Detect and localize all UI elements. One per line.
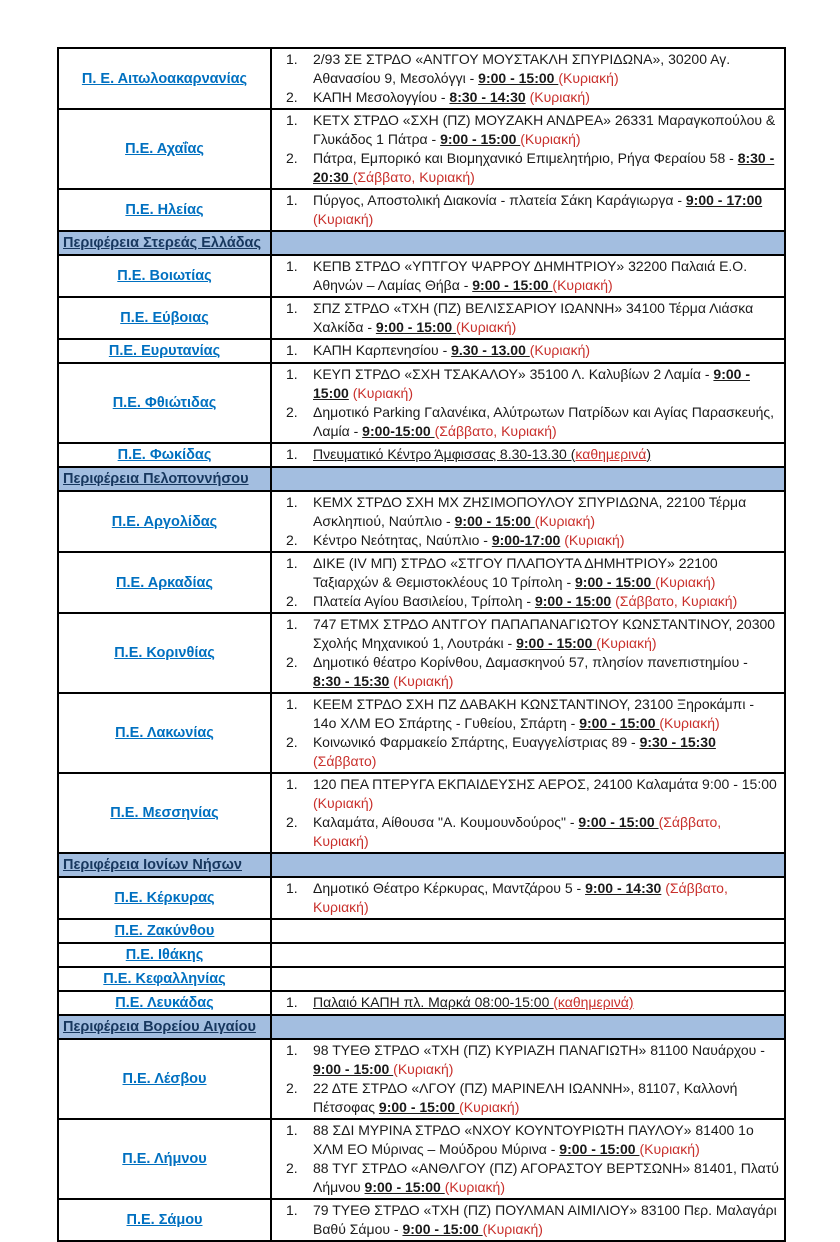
section-header-cell [58,231,271,255]
region-label: Π.Ε. Αρκαδίας [116,574,213,591]
section-header-label: Περιφέρεια Ιονίων Νήσων [63,857,242,873]
table-row [58,967,785,991]
text-segment-time: 9:00 - 15:00 [559,1141,640,1157]
text-segment-plain: 79 ΤΥΕΘ ΣΤΡΔΟ «ΤΧΗ (ΠΖ) ΠΟΥΛΜΑΝ ΑΙΜΙΛΙΟΥ» 83100 Περ. Μαλαγάρι Βαθύ Σάμου - [313,1202,777,1237]
text-segment-red: (Κυριακή) [552,277,613,293]
text-segment-red: (Κυριακή) [529,342,591,358]
location-list [272,1121,779,1197]
text-segment-red: (Σάββατο, Κυριακή) [313,814,722,849]
text-segment-red: (Σάββατο, Κυριακή) [434,423,557,439]
text-segment-red_underline: (καθημερινά) [553,994,634,1010]
region-label: Π.Ε. Λέσβου [122,1071,207,1087]
text-segment-plain: Καλαμάτα, Αίθουσα "Α. Κουμουνδούρος" - [313,814,579,830]
region-cell [58,339,271,363]
table-row [58,877,785,919]
text-segment-plain: ΣΠΖ ΣΤΡΔΟ «ΤΧΗ (ΠΖ) ΒΕΛΙΣΣΑΡΙΟΥ ΙΩΑΝΝΗ» 34100 Τέρμα Λιάσκα Χαλκίδα - [313,300,754,335]
text-segment-time: 9:00 - 15:00 [472,277,553,293]
text-segment-red: (Κυριακή) [558,70,619,86]
section-header-row [58,853,785,877]
location-item [272,1041,779,1079]
text-segment-time: 8:30 - 14:30 [449,89,526,105]
locations-cell [271,491,785,552]
locations-cell [271,297,785,339]
region-cell [58,491,271,552]
text-segment-time: 8:30 - 20:30 [313,150,775,185]
region-cell [58,1199,271,1241]
text-segment-red: (Κυριακή) [459,1099,520,1115]
text-segment-time: 9:00 - 15:00 [579,715,660,731]
table-row [58,363,785,443]
location-item [272,493,779,531]
section-header-label: Περιφέρεια Βορείου Αιγαίου [63,1019,256,1035]
locations-cell [271,48,785,109]
text-segment-red: (Κυριακή) [560,532,625,548]
region-cell [58,877,271,919]
location-item [272,149,779,187]
section-header-cell [58,853,271,877]
location-item [272,1159,779,1197]
text-segment-plain: 98 ΤΥΕΘ ΣΤΡΔΟ «ΤΧΗ (ΠΖ) ΚΥΡΙΑΖΗ ΠΑΝΑΓΙΩΤΗ» 81100 Ναυάρχου - [313,1042,765,1058]
location-item [272,1121,779,1159]
text-segment-time: 9.30 - 13.00 [451,342,530,358]
location-list [272,341,779,360]
section-header-row [58,231,785,255]
text-segment-time: 8:30 - 15:30 [313,673,390,689]
text-segment-time: 9:00 - 15:00 [440,131,521,147]
region-label: Π.Ε. Ευρυτανίας [108,343,221,359]
text-segment-red: (Κυριακή) [482,1221,543,1237]
region-cell [58,363,271,443]
table-row [58,613,785,693]
location-item [272,592,779,611]
text-segment-plain: Κέντρο Νεότητας, Ναύπλιο - [313,532,492,548]
section-header-empty-cell [271,853,785,877]
text-segment-red: (Κυριακή) [659,715,720,731]
region-label: Π.Ε. Αχαΐας [125,141,204,157]
text-segment-red: (Σάββατο, Κυριακή) [313,880,728,915]
location-item [272,403,779,441]
text-segment-time: 9:00 - 15:00 [313,366,750,401]
location-item [272,111,779,149]
region-label: Π.Ε. Κεφαλληνίας [103,971,226,987]
section-header-empty-cell [271,1015,785,1039]
text-segment-time: 9:00 - 15:00 [516,635,597,651]
location-item [272,1201,779,1239]
text-segment-red: (Κυριακή) [456,319,517,335]
locations-cell [271,339,785,363]
table-row [58,339,785,363]
text-segment-red: (Κυριακή) [313,211,374,227]
locations-cell [271,693,785,773]
text-segment-plain: 120 ΠΕΑ ΠΤΕΡΥΓΑ ΕΚΠΑΙΔΕΥΣΗΣ ΑΕΡΟΣ, 24100 Καλαμάτα 9:00 - 15:00 [313,776,777,792]
location-list [272,695,779,771]
region-label: Π.Ε. Ηλείας [125,202,204,218]
region-label: Π.Ε. Ζακύνθου [114,923,215,939]
region-label: Π. Ε. Αιτωλοακαρνανίας [81,70,248,87]
locations-cell [271,919,785,943]
table-row [58,1199,785,1241]
table-row [58,189,785,231]
table-row [58,48,785,109]
region-cell [58,919,271,943]
text-segment-time: 9:00 - 15:00 [575,574,656,590]
text-segment-red: (Κυριακή) [520,131,581,147]
section-header-cell [58,1015,271,1039]
region-cell [58,48,271,109]
location-item [272,299,779,337]
text-segment-time: 9:00 - 15:00 [478,70,559,86]
text-segment-time: 9:00 - 15:00 [578,814,659,830]
region-label: Π.Ε. Λακωνίας [115,725,214,741]
location-item [272,445,779,464]
locations-cell [271,109,785,189]
text-segment-plain: Δημοτικό Θέατρο Κέρκυρας, Μαντζάρου 5 - [313,880,586,896]
region-cell [58,1039,271,1119]
locations-cell [271,189,785,231]
text-segment-red: (Κυριακή) [534,513,596,529]
section-header-label: Περιφέρεια Πελοποννήσου [63,471,249,487]
table-row [58,297,785,339]
text-segment-plain: ΚΑΠΗ Καρπενησίου - [313,342,452,358]
text-segment-plain: Πλατεία Αγίου Βασιλείου, Τρίπολη - [313,593,535,609]
text-segment-plain: ΚΕΜΧ ΣΤΡΔΟ ΣΧΗ ΜΧ ΖΗΣΙΜΟΠΟΥΛΟΥ ΣΠΥΡΙΔΩΝΑ, 22100 Τέρμα Ασκληπιού, Ναύπλιο - [313,494,747,529]
region-label: Π.Ε. Αργολίδας [111,513,218,530]
table-row [58,443,785,467]
table-row [58,255,785,297]
text-segment-plain: ΚΑΠΗ Μεσολογγίου - [313,89,450,105]
location-list [272,993,779,1012]
table-row [58,491,785,552]
location-item [272,191,779,229]
location-list [272,365,779,441]
location-list [272,191,779,229]
text-segment-plain: Δημοτικό Parking Γαλανέικα, Αλύτρωτων Πατρίδων και Αγίας Παρασκευής, Λαμία - [313,404,775,439]
section-header-empty-cell [271,467,785,491]
location-item [272,775,779,813]
table-row [58,773,785,853]
location-item [272,733,779,771]
locations-cell [271,363,785,443]
text-segment-plain: Πάτρα, Εμπορικό και Βιομηχανικό Επιμελητήριο, Ρήγα Φεραίου 58 - [313,150,738,166]
location-item [272,341,779,360]
text-segment-time: 9:00 - 17:00 [685,192,763,208]
region-label: Π.Ε. Λευκάδας [115,995,214,1011]
text-segment-underline: ) [646,446,652,462]
text-segment-plain: 22 ΔΤΕ ΣΤΡΔΟ «ΛΓΟΥ (ΠΖ) ΜΑΡΙΝΕΛΗ ΙΩΑΝΝΗ», 81107, Καλλονή Πέτσοφας [313,1080,738,1115]
location-item [272,531,779,550]
location-item [272,257,779,295]
text-segment-time: 9:00-15:00 [362,423,435,439]
locations-cell [271,1199,785,1241]
location-item [272,653,779,691]
region-cell [58,773,271,853]
text-segment-time: 9:00 - 14:30 [585,880,662,896]
text-segment-time: 9:00 - 15:00 [402,1221,483,1237]
location-list [272,1201,779,1239]
text-segment-time: 9:00 - 15:00 [534,593,612,609]
text-segment-red: (Κυριακή) [655,574,716,590]
section-header-row [58,1015,785,1039]
text-segment-time: 9:00 - 15:00 [378,1099,460,1115]
table-row [58,991,785,1015]
region-label: Π.Ε. Φθιώτιδας [112,395,217,411]
text-segment-plain: 88 ΣΔΙ ΜΥΡΙΝΑ ΣΤΡΔΟ «ΝΧΟΥ ΚΟΥΝΤΟΥΡΙΩΤΗ ΠΑΥΛΟΥ» 81400 1ο ΧΛΜ ΕΟ Μύρινας – Μούδρου Μύρινα - [313,1122,754,1157]
locations-cell [271,877,785,919]
text-segment-red: (Σάββατο, Κυριακή) [611,593,738,609]
section-header-empty-cell [271,231,785,255]
table-row [58,1039,785,1119]
text-segment-underline: Πνευματικό Κέντρο Άμφισσας 8.30-13.30 ( [313,446,576,462]
text-segment-red: (Σάββατο) [313,753,377,769]
text-segment-plain: Δημοτικό θέατρο Κορίνθου, Δαμασκηνού 57, πλησίον πανεπιστημίου - [313,654,748,670]
locations-cell [271,773,785,853]
text-segment-red: (Κυριακή) [525,89,590,105]
table-row [58,943,785,967]
text-segment-plain: Κοινωνικό Φαρμακείο Σπάρτης, Ευαγγελίστριας 89 - [313,734,640,750]
text-segment-plain: 2/93 ΣΕ ΣΤΡΔΟ «ΑΝΤΓΟΥ ΜΟΥΣΤΑΚΛΗ ΣΠΥΡΙΔΩΝΑ», 30200 Αγ. Αθανασίου 9, Μεσολόγγι - [313,51,731,86]
text-segment-plain: ΚΕΕΜ ΣΤΡΔΟ ΣΧΗ ΠΖ ΔΑΒΑΚΗ ΚΩΝΣΤΑΝΤΙΝΟΥ, 23100 Ξηροκάμπι - 14ο ΧΛΜ ΕΟ Σπάρτης - Γυθείου, Σπάρτη - [313,696,754,731]
region-label: Π.Ε. Φωκίδας [117,447,212,463]
text-segment-red: (Κυριακή) [348,385,413,401]
location-list [272,554,779,611]
location-item [272,1079,779,1117]
region-cell [58,991,271,1015]
text-segment-red: (Κυριακή) [596,635,657,651]
location-list [272,50,779,107]
locations-cell [271,613,785,693]
location-item [272,813,779,851]
region-label: Π.Ε. Λήμνου [122,1151,207,1167]
text-segment-plain: ΚΕΠΒ ΣΤΡΔΟ «ΥΠΤΓΟΥ ΨΑΡΡΟΥ ΔΗΜΗΤΡΙΟΥ» 32200 Παλαιά Ε.Ο. Αθηνών – Λαμίας Θήβα - [313,258,748,293]
location-list [272,1041,779,1117]
region-label: Π.Ε. Μεσσηνίας [110,805,219,821]
region-label: Π.Ε. Εύβοιας [120,310,209,326]
region-cell [58,552,271,613]
table-row [58,1119,785,1199]
region-label: Π.Ε. Βοιωτίας [117,268,212,284]
locations-cell [271,255,785,297]
region-cell [58,297,271,339]
text-segment-plain: ΚΕΤΧ ΣΤΡΔΟ «ΣΧΗ (ΠΖ) ΜΟΥΖΑΚΗ ΑΝΔΡΕΑ» 26331 Μαραγκοπούλου & Γλυκάδος 1 Πάτρα - [313,112,776,147]
locations-cell [271,1039,785,1119]
locations-cell [271,443,785,467]
locations-cell [271,1119,785,1199]
section-header-row [58,467,785,491]
text-segment-red: (Κυριακή) [389,673,454,689]
text-segment-time: 9:00 - 15:00 [454,513,535,529]
location-item [272,993,779,1012]
location-list [272,445,779,464]
locations-cell [271,967,785,991]
region-cell [58,693,271,773]
location-item [272,879,779,917]
location-list [272,615,779,691]
text-segment-plain: 747 ΕΤΜΧ ΣΤΡΔΟ ΑΝΤΓΟΥ ΠΑΠΑΠΑΝΑΓΙΩΤΟΥ ΚΩΝΣΤΑΝΤΙΝΟΥ, 20300 Σχολής Μηχανικού 1, Λουτράκι - [313,616,776,651]
table-row [58,552,785,613]
location-list [272,775,779,851]
location-item [272,365,779,403]
text-segment-red: (Κυριακή) [313,795,374,811]
text-segment-plain: 88 ΤΥΓ ΣΤΡΔΟ «ΑΝΘΛΓΟΥ (ΠΖ) ΑΓΟΡΑΣΤΟΥ ΒΕΡΤΣΩΝΗ» 81401, Πλατύ Λήμνου [313,1160,779,1195]
table-row [58,693,785,773]
region-cell [58,943,271,967]
text-segment-time: 9:00 - 15:00 [364,1179,445,1195]
region-cell [58,189,271,231]
location-item [272,88,779,107]
region-cell [58,967,271,991]
region-cell [58,255,271,297]
regional-schedule-table [57,47,786,1242]
location-list [272,879,779,917]
locations-cell [271,991,785,1015]
location-item [272,554,779,592]
region-cell [58,1119,271,1199]
table-row [58,109,785,189]
text-segment-plain: ΔΙΚΕ (IV ΜΠ) ΣΤΡΔΟ «ΣΤΓΟΥ ΠΛΑΠΟΥΤΑ ΔΗΜΗΤΡΙΟΥ» 22100 Ταξιαρχών & Θεμιστοκλέους 10 Τρίπολη - [313,555,718,590]
text-segment-time: 9:00-17:00 [491,532,561,548]
location-item [272,695,779,733]
region-cell [58,613,271,693]
text-segment-red: (Σάββατο, Κυριακή) [352,169,475,185]
locations-cell [271,552,785,613]
region-cell [58,109,271,189]
locations-cell [271,943,785,967]
text-segment-plain: ΚΕΥΠ ΣΤΡΔΟ «ΣΧΗ ΤΣΑΚΑΛΟΥ» 35100 Λ. Καλυβίων 2 Λαμία - [313,366,714,382]
region-label: Π.Ε. Ιθάκης [125,947,204,963]
section-header-cell [58,467,271,491]
text-segment-red_underline: καθημερινά [575,446,647,462]
text-segment-time: 9:00 - 15:00 [313,1061,394,1077]
text-segment-plain: Πύργος, Αποστολική Διακονία - πλατεία Σάκη Καράγιωργα - [313,192,686,208]
location-item [272,615,779,653]
text-segment-time: 9:30 - 15:30 [639,734,716,750]
section-header-label: Περιφέρεια Στερεάς Ελλάδας [63,235,262,251]
text-segment-time: 9:00 - 15:00 [375,319,457,335]
location-list [272,111,779,187]
text-segment-underline: Παλαιό ΚΑΠΗ πλ. Μαρκά 08:00-15:00 [313,994,554,1010]
location-list [272,257,779,295]
region-label: Π.Ε. Κέρκυρας [114,890,215,906]
schedule-table-body [58,48,785,1241]
text-segment-red: (Κυριακή) [393,1061,454,1077]
text-segment-red: (Κυριακή) [444,1179,505,1195]
region-label: Π.Ε. Κορινθίας [114,645,215,661]
location-list [272,299,779,337]
location-item [272,50,779,88]
location-list [272,493,779,550]
region-label: Π.Ε. Σάμου [126,1212,203,1228]
table-row [58,919,785,943]
region-cell [58,443,271,467]
text-segment-red: (Κυριακή) [639,1141,700,1157]
